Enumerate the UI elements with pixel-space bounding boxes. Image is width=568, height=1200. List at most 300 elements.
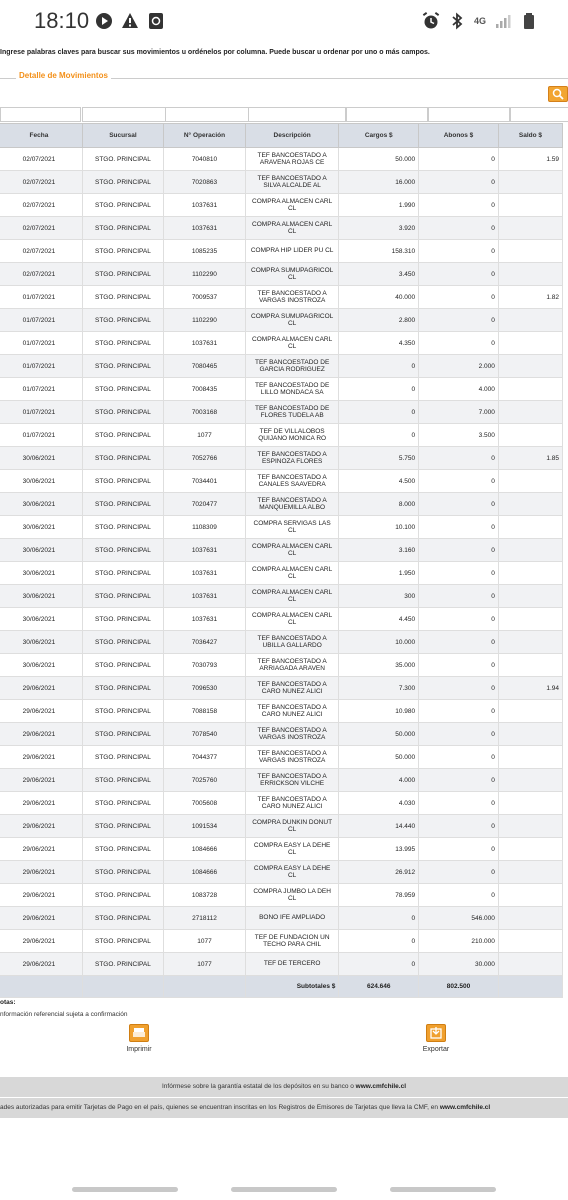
cell-saldo xyxy=(498,861,562,884)
alarm-icon xyxy=(422,12,440,30)
cell-saldo xyxy=(498,746,562,769)
cell-fecha: 29/06/2021 xyxy=(0,815,82,838)
cell-operacion: 7020863 xyxy=(164,171,246,194)
cell-sucursal: STGO. PRINCIPAL xyxy=(82,286,163,309)
cell-fecha: 29/06/2021 xyxy=(0,861,82,884)
cell-operacion: 7008435 xyxy=(164,378,246,401)
cell-abonos: 0 xyxy=(419,516,499,539)
print-icon xyxy=(129,1024,149,1042)
cell-descripcion: COMPRA ALMACEN CARL CL xyxy=(245,539,338,562)
cell-cargos: 10.000 xyxy=(339,631,419,654)
print-button[interactable] xyxy=(109,1024,169,1053)
section-title: Detalle de Movimientos xyxy=(16,71,111,80)
cell-saldo xyxy=(498,470,562,493)
table-row[interactable] xyxy=(0,723,563,746)
cell-saldo xyxy=(498,815,562,838)
status-bar xyxy=(0,0,568,44)
cell-cargos: 2.800 xyxy=(339,309,419,332)
cell-abonos: 0 xyxy=(419,539,499,562)
table-row[interactable] xyxy=(0,470,563,493)
table-row[interactable] xyxy=(0,907,563,930)
cell-sucursal: STGO. PRINCIPAL xyxy=(82,148,163,171)
cell-saldo xyxy=(498,907,562,930)
cell-abonos: 0 xyxy=(419,654,499,677)
cell-sucursal: STGO. PRINCIPAL xyxy=(82,240,163,263)
cell-abonos: 3.500 xyxy=(419,424,499,447)
cell-operacion: 1084666 xyxy=(164,838,246,861)
cell-saldo xyxy=(498,930,562,953)
cell-sucursal: STGO. PRINCIPAL xyxy=(82,861,163,884)
cell-descripcion: COMPRA EASY LA DEHE CL xyxy=(245,861,338,884)
cell-operacion: 1037631 xyxy=(164,539,246,562)
cell-abonos: 0 xyxy=(419,677,499,700)
cell-operacion: 7009537 xyxy=(164,286,246,309)
cell-fecha: 29/06/2021 xyxy=(0,700,82,723)
cell-saldo xyxy=(498,631,562,654)
cell-saldo xyxy=(498,217,562,240)
cell-abonos: 210.000 xyxy=(419,930,499,953)
table-row[interactable] xyxy=(0,194,563,217)
table-row[interactable] xyxy=(0,654,563,677)
cell-fecha: 29/06/2021 xyxy=(0,746,82,769)
cell-fecha: 02/07/2021 xyxy=(0,148,82,171)
cell-descripcion: TEF BANCOESTADO A ERRICKSON VILCHE xyxy=(245,769,338,792)
subtotal-abonos: 802.500 xyxy=(419,976,499,998)
filter-saldo-input[interactable] xyxy=(510,107,568,122)
cell-cargos: 158.310 xyxy=(339,240,419,263)
footer-cmf-link[interactable]: www.cmfchile.cl xyxy=(355,1083,407,1090)
table-row[interactable] xyxy=(0,631,563,654)
cell-saldo xyxy=(498,700,562,723)
table-row[interactable] xyxy=(0,401,563,424)
cell-cargos: 0 xyxy=(339,930,419,953)
cell-fecha: 29/06/2021 xyxy=(0,677,82,700)
cell-saldo xyxy=(498,792,562,815)
print-label: Imprimir xyxy=(126,1046,152,1053)
cell-sucursal: STGO. PRINCIPAL xyxy=(82,608,163,631)
filter-abonos-input[interactable] xyxy=(428,107,510,122)
cell-fecha: 30/06/2021 xyxy=(0,654,82,677)
cell-cargos: 0 xyxy=(339,355,419,378)
cell-operacion: 7078540 xyxy=(164,723,246,746)
cell-descripcion: TEF DE FUNDACION UN TECHO PARA CHIL xyxy=(245,930,338,953)
cell-cargos: 26.912 xyxy=(339,861,419,884)
cell-operacion: 1108309 xyxy=(164,516,246,539)
warning-icon xyxy=(121,12,139,30)
cell-cargos: 4.500 xyxy=(339,470,419,493)
cell-cargos: 50.000 xyxy=(339,148,419,171)
cell-saldo xyxy=(498,424,562,447)
cell-saldo xyxy=(498,309,562,332)
cell-abonos: 0 xyxy=(419,148,499,171)
cell-abonos: 0 xyxy=(419,792,499,815)
cell-saldo xyxy=(498,194,562,217)
cell-descripcion: TEF BANCOESTADO DE FLORES TUDELA AB xyxy=(245,401,338,424)
cell-cargos: 4.450 xyxy=(339,608,419,631)
cell-cargos: 3.160 xyxy=(339,539,419,562)
table-row[interactable] xyxy=(0,861,563,884)
table-row[interactable] xyxy=(0,309,563,332)
cell-abonos: 0 xyxy=(419,240,499,263)
column-header-abonos[interactable]: Abonos $ xyxy=(419,124,499,148)
filter-descripcion-input[interactable] xyxy=(248,107,346,122)
cell-sucursal: STGO. PRINCIPAL xyxy=(82,332,163,355)
cell-operacion: 1102290 xyxy=(164,263,246,286)
cell-fecha: 01/07/2021 xyxy=(0,378,82,401)
cell-fecha: 01/07/2021 xyxy=(0,332,82,355)
cell-fecha: 02/07/2021 xyxy=(0,194,82,217)
cell-cargos: 0 xyxy=(339,953,419,976)
cell-operacion: 7034401 xyxy=(164,470,246,493)
cell-sucursal: STGO. PRINCIPAL xyxy=(82,171,163,194)
cell-saldo xyxy=(498,263,562,286)
cell-sucursal: STGO. PRINCIPAL xyxy=(82,746,163,769)
export-label: Exportar xyxy=(422,1046,450,1053)
cell-descripcion: TEF BANCOESTADO A ESPINOZA FLORES xyxy=(245,447,338,470)
cell-operacion: 1037631 xyxy=(164,608,246,631)
cell-saldo: 1.82 xyxy=(498,286,562,309)
cell-abonos: 0 xyxy=(419,838,499,861)
table-row[interactable] xyxy=(0,838,563,861)
cell-descripcion: COMPRA ALMACEN CARL CL xyxy=(245,194,338,217)
cell-abonos: 0 xyxy=(419,884,499,907)
cell-operacion: 7080465 xyxy=(164,355,246,378)
cell-sucursal: STGO. PRINCIPAL xyxy=(82,930,163,953)
table-row[interactable] xyxy=(0,447,563,470)
screen-record-icon xyxy=(147,12,165,30)
cell-fecha: 30/06/2021 xyxy=(0,631,82,654)
cell-fecha: 30/06/2021 xyxy=(0,562,82,585)
cell-cargos: 5.750 xyxy=(339,447,419,470)
table-row[interactable] xyxy=(0,355,563,378)
cell-abonos: 0 xyxy=(419,769,499,792)
cell-abonos: 0 xyxy=(419,746,499,769)
filter-cargos-input[interactable] xyxy=(346,107,428,122)
cell-sucursal: STGO. PRINCIPAL xyxy=(82,792,163,815)
table-row[interactable] xyxy=(0,493,563,516)
cell-fecha: 02/07/2021 xyxy=(0,171,82,194)
cell-sucursal: STGO. PRINCIPAL xyxy=(82,677,163,700)
cell-fecha: 02/07/2021 xyxy=(0,217,82,240)
cell-fecha: 29/06/2021 xyxy=(0,723,82,746)
cell-descripcion: TEF BANCOESTADO A ARAVENA ROJAS CE xyxy=(245,148,338,171)
table-row[interactable] xyxy=(0,171,563,194)
cell-operacion: 7044377 xyxy=(164,746,246,769)
cell-sucursal: STGO. PRINCIPAL xyxy=(82,424,163,447)
cell-saldo xyxy=(498,838,562,861)
table-row[interactable] xyxy=(0,286,563,309)
cell-cargos: 1.990 xyxy=(339,194,419,217)
table-header-row xyxy=(0,124,563,148)
cell-fecha: 29/06/2021 xyxy=(0,792,82,815)
column-header-operacion[interactable]: N° Operación xyxy=(164,124,246,148)
cell-abonos: 0 xyxy=(419,332,499,355)
cell-abonos: 0 xyxy=(419,493,499,516)
cell-cargos: 13.995 xyxy=(339,838,419,861)
notes-title: otas: xyxy=(0,999,16,1006)
export-button[interactable] xyxy=(406,1024,466,1053)
section-header xyxy=(0,70,568,82)
nav-back-button[interactable] xyxy=(390,1187,496,1192)
column-header-saldo[interactable]: Saldo $ xyxy=(498,124,562,148)
cell-fecha: 01/07/2021 xyxy=(0,309,82,332)
cell-cargos: 35.000 xyxy=(339,654,419,677)
cell-operacion: 1037631 xyxy=(164,562,246,585)
cell-descripcion: TEF DE TERCERO xyxy=(245,953,338,976)
cell-abonos: 0 xyxy=(419,608,499,631)
cell-saldo xyxy=(498,539,562,562)
cell-sucursal: STGO. PRINCIPAL xyxy=(82,838,163,861)
network-type-label: 4G xyxy=(473,16,486,26)
footer-card-issuers: ades autorizadas para emitir Tarjetas de Pago en el país, quienes se encuentran inscritas en los Registros de Emisores de Tarjetas que lleva la CMF, en www.cmfchile.cl xyxy=(0,1098,568,1118)
cell-saldo xyxy=(498,953,562,976)
nav-home-button[interactable] xyxy=(231,1187,337,1192)
cell-cargos: 0 xyxy=(339,401,419,424)
cell-fecha: 30/06/2021 xyxy=(0,516,82,539)
cell-abonos: 0 xyxy=(419,447,499,470)
cell-descripcion: TEF BANCOESTADO A SILVA ALCALDE AL xyxy=(245,171,338,194)
cell-operacion: 7096530 xyxy=(164,677,246,700)
cell-operacion: 1077 xyxy=(164,424,246,447)
cell-operacion: 2718112 xyxy=(164,907,246,930)
cell-sucursal: STGO. PRINCIPAL xyxy=(82,539,163,562)
table-row[interactable] xyxy=(0,539,563,562)
cell-descripcion: BONO IFE AMPLIADO xyxy=(245,907,338,930)
table-row[interactable] xyxy=(0,884,563,907)
cell-cargos: 0 xyxy=(339,424,419,447)
column-header-fecha[interactable]: Fecha xyxy=(0,124,82,148)
cell-fecha: 29/06/2021 xyxy=(0,838,82,861)
cell-descripcion: COMPRA DUNKIN DONUT CL xyxy=(245,815,338,838)
table-row[interactable] xyxy=(0,769,563,792)
cell-saldo xyxy=(498,171,562,194)
cell-operacion: 1102290 xyxy=(164,309,246,332)
cell-descripcion: TEF BANCOESTADO A VARGAS INOSTROZA xyxy=(245,746,338,769)
cell-fecha: 01/07/2021 xyxy=(0,424,82,447)
cell-descripcion: TEF BANCOESTADO A CANALES SAAVEDRA xyxy=(245,470,338,493)
cell-descripcion: COMPRA ALMACEN CARL CL xyxy=(245,562,338,585)
cell-abonos: 0 xyxy=(419,585,499,608)
cell-fecha: 01/07/2021 xyxy=(0,355,82,378)
export-icon xyxy=(426,1024,446,1042)
cell-saldo xyxy=(498,516,562,539)
cell-sucursal: STGO. PRINCIPAL xyxy=(82,309,163,332)
cell-sucursal: STGO. PRINCIPAL xyxy=(82,769,163,792)
cell-saldo xyxy=(498,654,562,677)
cell-cargos: 14.440 xyxy=(339,815,419,838)
nav-recent-button[interactable] xyxy=(72,1187,178,1192)
cell-descripcion: TEF BANCOESTADO A CARO NUNEZ ALICI xyxy=(245,700,338,723)
cell-abonos: 0 xyxy=(419,723,499,746)
cell-saldo: 1.85 xyxy=(498,447,562,470)
cell-cargos: 3.920 xyxy=(339,217,419,240)
cell-cargos: 40.000 xyxy=(339,286,419,309)
cell-descripcion: TEF BANCOESTADO A VARGAS INOSTROZA xyxy=(245,286,338,309)
cell-abonos: 7.000 xyxy=(419,401,499,424)
cell-sucursal: STGO. PRINCIPAL xyxy=(82,217,163,240)
subtotal-row xyxy=(0,976,563,998)
cell-sucursal: STGO. PRINCIPAL xyxy=(82,654,163,677)
table-row[interactable] xyxy=(0,148,563,171)
footer-cmf-link-2[interactable]: www.cmfchile.cl xyxy=(439,1104,491,1111)
cell-saldo xyxy=(498,562,562,585)
cell-fecha: 02/07/2021 xyxy=(0,240,82,263)
cell-abonos: 2.000 xyxy=(419,355,499,378)
cell-abonos: 4.000 xyxy=(419,378,499,401)
cell-cargos: 7.300 xyxy=(339,677,419,700)
cell-abonos: 0 xyxy=(419,194,499,217)
cell-descripcion: COMPRA SUMUPAGRICOL CL xyxy=(245,309,338,332)
table-row[interactable] xyxy=(0,217,563,240)
cell-abonos: 0 xyxy=(419,700,499,723)
cell-sucursal: STGO. PRINCIPAL xyxy=(82,470,163,493)
cell-operacion: 1084666 xyxy=(164,861,246,884)
cell-fecha: 30/06/2021 xyxy=(0,493,82,516)
cell-descripcion: TEF BANCOESTADO A CARO NUNEZ ALICI xyxy=(245,792,338,815)
cell-fecha: 30/06/2021 xyxy=(0,539,82,562)
table-row[interactable] xyxy=(0,930,563,953)
table-row[interactable] xyxy=(0,585,563,608)
cell-sucursal: STGO. PRINCIPAL xyxy=(82,355,163,378)
cell-sucursal: STGO. PRINCIPAL xyxy=(82,378,163,401)
cell-fecha: 29/06/2021 xyxy=(0,884,82,907)
cell-cargos: 50.000 xyxy=(339,723,419,746)
table-row[interactable] xyxy=(0,516,563,539)
table-row[interactable] xyxy=(0,378,563,401)
cell-sucursal: STGO. PRINCIPAL xyxy=(82,516,163,539)
filter-fecha-input[interactable] xyxy=(0,107,81,122)
cell-saldo: 1.94 xyxy=(498,677,562,700)
cell-fecha: 01/07/2021 xyxy=(0,401,82,424)
table-row[interactable] xyxy=(0,608,563,631)
cell-descripcion: TEF BANCOESTADO A VARGAS INOSTROZA xyxy=(245,723,338,746)
cell-saldo: 1.59 xyxy=(498,148,562,171)
cell-fecha: 30/06/2021 xyxy=(0,608,82,631)
cell-abonos: 0 xyxy=(419,217,499,240)
cell-cargos: 10.100 xyxy=(339,516,419,539)
cell-descripcion: COMPRA ALMACEN CARL CL xyxy=(245,217,338,240)
cell-descripcion: COMPRA ALMACEN CARL CL xyxy=(245,585,338,608)
cell-abonos: 0 xyxy=(419,470,499,493)
cell-operacion: 7003168 xyxy=(164,401,246,424)
cell-cargos: 4.350 xyxy=(339,332,419,355)
cell-cargos: 3.450 xyxy=(339,263,419,286)
cell-operacion: 1037631 xyxy=(164,332,246,355)
cell-sucursal: STGO. PRINCIPAL xyxy=(82,194,163,217)
search-button[interactable] xyxy=(548,86,568,102)
table-row[interactable] xyxy=(0,562,563,585)
search-icon xyxy=(549,87,567,101)
cell-operacion: 7040810 xyxy=(164,148,246,171)
table-row[interactable] xyxy=(0,746,563,769)
cell-fecha: 30/06/2021 xyxy=(0,470,82,493)
cell-sucursal: STGO. PRINCIPAL xyxy=(82,263,163,286)
cell-fecha: 29/06/2021 xyxy=(0,907,82,930)
cell-fecha: 01/07/2021 xyxy=(0,286,82,309)
cell-operacion: 1091534 xyxy=(164,815,246,838)
cell-sucursal: STGO. PRINCIPAL xyxy=(82,953,163,976)
cell-descripcion: TEF BANCOESTADO A CARO NUNEZ ALICI xyxy=(245,677,338,700)
column-header-cargos[interactable]: Cargos $ xyxy=(339,124,419,148)
cell-fecha: 30/06/2021 xyxy=(0,585,82,608)
cell-abonos: 0 xyxy=(419,171,499,194)
cell-operacion: 7036427 xyxy=(164,631,246,654)
cell-saldo xyxy=(498,608,562,631)
cell-saldo xyxy=(498,884,562,907)
cell-saldo xyxy=(498,493,562,516)
cell-descripcion: TEF BANCOESTADO DE GARCIA RODRIGUEZ xyxy=(245,355,338,378)
cell-fecha: 02/07/2021 xyxy=(0,263,82,286)
cell-cargos: 0 xyxy=(339,907,419,930)
cell-descripcion: COMPRA HIP LIDER PU CL xyxy=(245,240,338,263)
bluetooth-icon xyxy=(448,12,466,30)
subtotal-cargos: 624.646 xyxy=(339,976,419,998)
cell-cargos: 78.959 xyxy=(339,884,419,907)
cell-abonos: 0 xyxy=(419,631,499,654)
table-row[interactable] xyxy=(0,953,563,976)
cell-cargos: 4.000 xyxy=(339,769,419,792)
column-header-sucursal[interactable]: Sucursal xyxy=(82,124,163,148)
cell-descripcion: TEF BANCOESTADO A MANQUEMILLA ALBO xyxy=(245,493,338,516)
cell-saldo xyxy=(498,769,562,792)
table-row[interactable] xyxy=(0,240,563,263)
cell-saldo xyxy=(498,332,562,355)
media-play-icon xyxy=(95,12,113,30)
cell-sucursal: STGO. PRINCIPAL xyxy=(82,631,163,654)
cell-descripcion: COMPRA EASY LA DEHE CL xyxy=(245,838,338,861)
cell-abonos: 0 xyxy=(419,309,499,332)
cell-operacion: 7052766 xyxy=(164,447,246,470)
search-hint-text: Ingrese palabras claves para buscar sus movimientos u ordénelos por columna. Puede buscar u ordenar por uno o más campos. xyxy=(0,49,430,56)
cell-descripcion: TEF BANCOESTADO A UBILLA GALLARDO xyxy=(245,631,338,654)
cell-cargos: 10.980 xyxy=(339,700,419,723)
cell-cargos: 4.030 xyxy=(339,792,419,815)
cell-cargos: 0 xyxy=(339,378,419,401)
cell-fecha: 29/06/2021 xyxy=(0,953,82,976)
cell-descripcion: TEF BANCOESTADO A ARRIAGADA ARAVEN xyxy=(245,654,338,677)
cell-operacion: 1085235 xyxy=(164,240,246,263)
table-row[interactable] xyxy=(0,332,563,355)
filter-sucursal-input[interactable] xyxy=(82,107,167,122)
cell-cargos: 16.000 xyxy=(339,171,419,194)
table-row[interactable] xyxy=(0,700,563,723)
cell-descripcion: COMPRA SERVIGAS LAS CL xyxy=(245,516,338,539)
cell-operacion: 7030793 xyxy=(164,654,246,677)
cell-abonos: 0 xyxy=(419,815,499,838)
table-row[interactable] xyxy=(0,263,563,286)
cell-fecha: 29/06/2021 xyxy=(0,930,82,953)
cell-saldo xyxy=(498,355,562,378)
battery-icon xyxy=(520,12,538,30)
filter-operacion-input[interactable] xyxy=(165,107,250,122)
subtotal-label: Subtotales $ xyxy=(245,976,338,998)
table-row[interactable] xyxy=(0,815,563,838)
table-row[interactable] xyxy=(0,424,563,447)
table-row[interactable] xyxy=(0,677,563,700)
cell-sucursal: STGO. PRINCIPAL xyxy=(82,401,163,424)
cell-abonos: 30.000 xyxy=(419,953,499,976)
cell-operacion: 1083728 xyxy=(164,884,246,907)
cell-abonos: 0 xyxy=(419,861,499,884)
cell-operacion: 1037631 xyxy=(164,217,246,240)
cell-abonos: 0 xyxy=(419,562,499,585)
column-header-descripcion[interactable]: Descripción xyxy=(245,124,338,148)
cell-sucursal: STGO. PRINCIPAL xyxy=(82,493,163,516)
cell-operacion: 7025760 xyxy=(164,769,246,792)
movements-table xyxy=(0,123,563,998)
cell-sucursal: STGO. PRINCIPAL xyxy=(82,700,163,723)
table-row[interactable] xyxy=(0,792,563,815)
